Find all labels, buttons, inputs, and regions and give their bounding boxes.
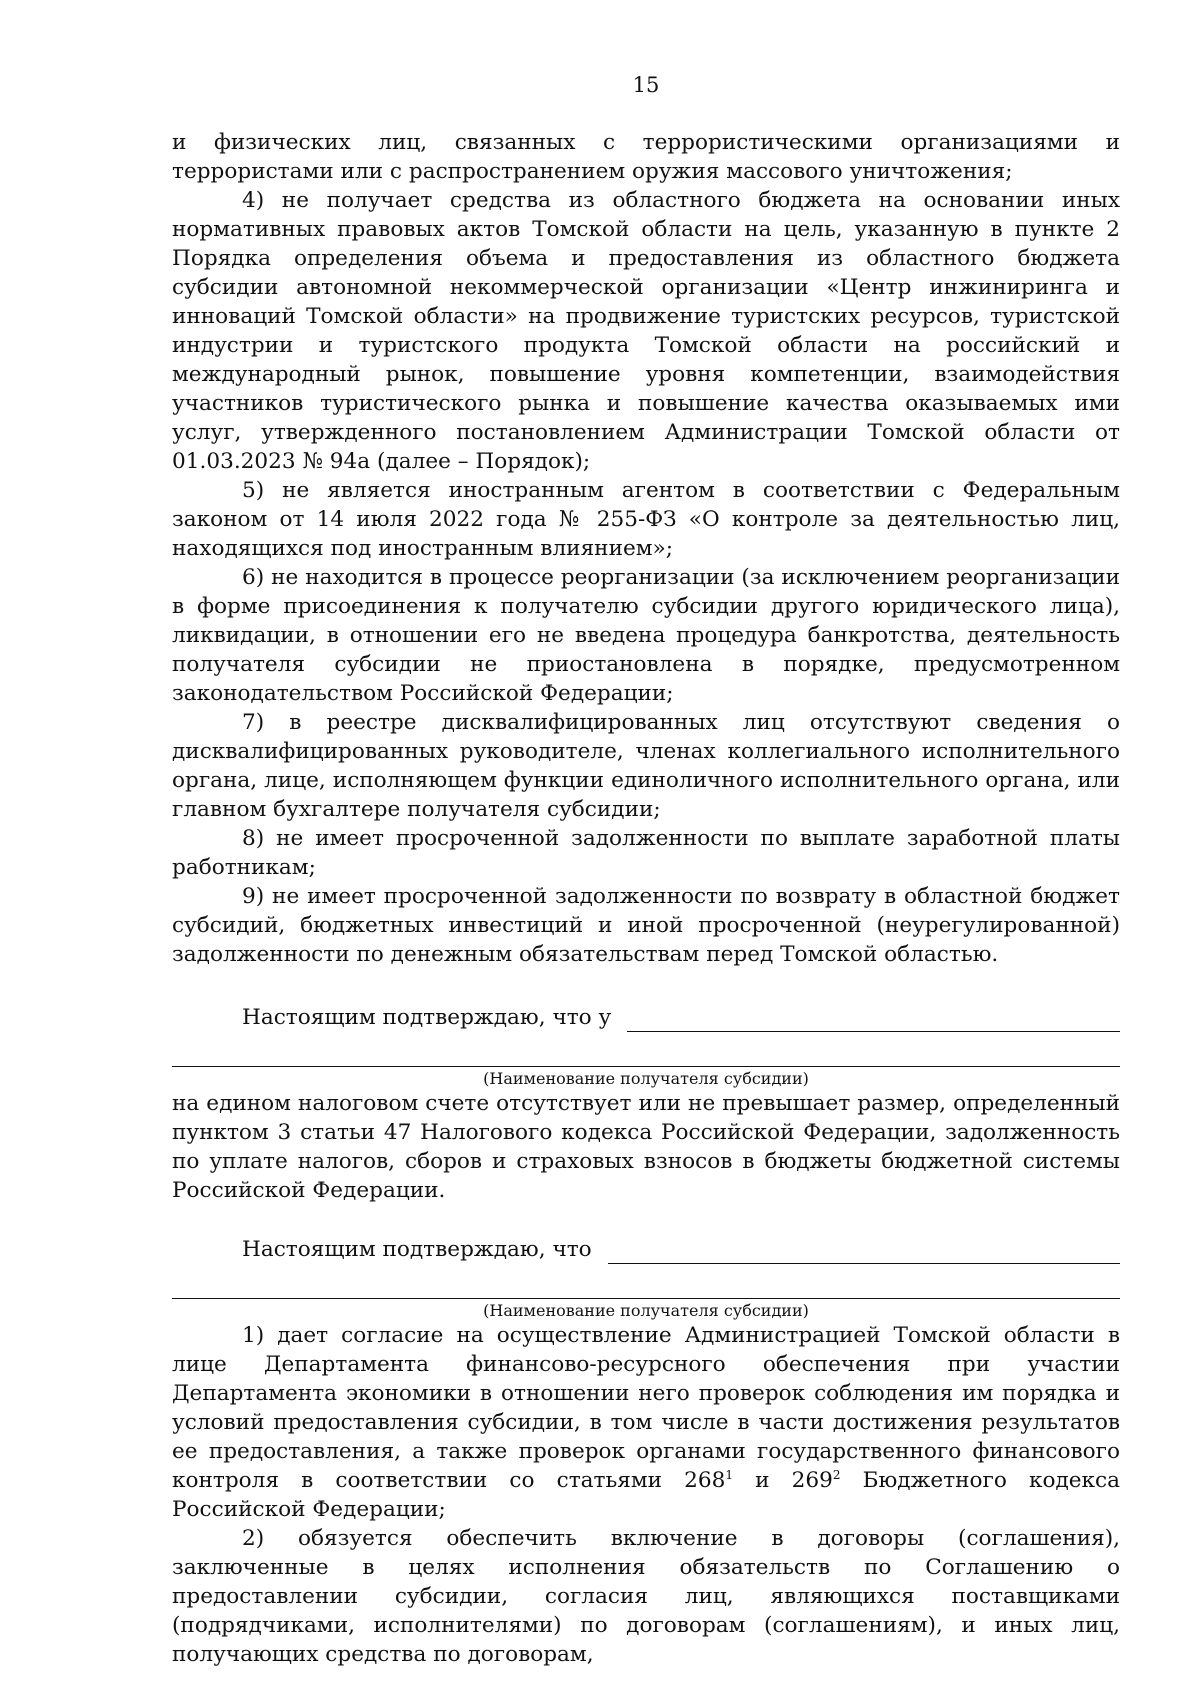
consent-item-1-end: Бюджетного кодекса Российской Федерации; xyxy=(172,1468,1121,1522)
document-page xyxy=(172,70,1120,1680)
paragraph-continuation: и физических лиц, связанных с террористическими организациями и террористами или с распространением оружия массового уничтожения; xyxy=(172,130,1120,184)
superscript-1: 1 xyxy=(725,1467,733,1482)
superscript-2: 2 xyxy=(832,1467,841,1482)
paragraph-item-4: 4) не получает средства из областного бюджета на основании иных нормативных правовых актов Томской области на цель, указанную в пункте 2 Порядка определения объема и предоставления из областного бюджета субсидии автономной некоммерческой организации «Центр инжиниринга и инноваций Томской области» на продвижение туристских ресурсов, туристской индустрии и туристского продукта Томской области на российский и международный рынок, повышение уровня компетенции, взаимодействия участников туристического рынка и повышение качества оказываемых ими услуг, утвержденного постановлением Администрации Томской области от 01.03.2023 № 94а (далее – Порядок); xyxy=(172,188,1120,474)
paragraph-item-8: 8) не имеет просроченной задолженности по выплате заработной платы работникам; xyxy=(172,826,1120,880)
confirm-line-1 xyxy=(172,1003,1120,1032)
consent-item-2: 2) обязуется обеспечить включение в договоры (соглашения), заключенные в целях исполнения обязательств по Соглашению о предоставлении субсидии, согласия лиц, являющихся поставщиками (подрядчиками, исполнителями) по договорам (соглашениям), и иных лиц, получающих средства по договорам, xyxy=(172,1526,1120,1667)
paragraph-item-7: 7) в реестре дисквалифицированных лиц отсутствуют сведения о дисквалифицированных руководителе, членах коллегиального исполнительного органа, лице, исполняющем функции единоличного исполнительного органа, или главном бухгалтере получателя субсидии; xyxy=(172,710,1120,822)
recipient-caption-2: (Наименование получателя субсидии) xyxy=(483,1301,809,1320)
paragraph-item-6: 6) не находится в процессе реорганизации (за исключением реорганизации в форме присоединения к получателю субсидии другого юридического лица), ликвидации, в отношении его не введена процедура банкротства, деятельность получателя субсидии не приостановлена в порядке, предусмотренном законодательством Российской Федерации; xyxy=(172,565,1120,706)
consent-item-1 xyxy=(172,1321,1120,1524)
tax-debt-statement: на едином налоговом счете отсутствует или не превышает размер, определенный пунктом 3 статьи 47 Налогового кодекса Российской Федерации, задолженность по уплате налогов, сборов и страховых взносов в бюджеты бюджетной системы Российской Федерации. xyxy=(172,1091,1120,1203)
consent-item-1-text: 1) дает согласие на осуществление Администрацией Томской области в лице Департамента финансово-ресурсного обеспечения при участии Департамента экономики в отношении него проверок соблюдения им порядка и условий предоставления субсидии, в том числе в части достижения результатов ее предоставления, а также проверок органами государственного финансового контроля в соответствии со статьями 268 xyxy=(172,1323,1120,1493)
recipient-name-blank-2-line2[interactable] xyxy=(172,1276,1120,1299)
consent-item-1-mid: и 269 xyxy=(733,1468,833,1493)
confirm-label-1: Настоящим подтверждаю, что у xyxy=(242,1005,612,1030)
confirm-line-2 xyxy=(172,1235,1120,1264)
recipient-caption-1: (Наименование получателя субсидии) xyxy=(483,1069,809,1088)
recipient-name-blank-2[interactable] xyxy=(608,1241,1120,1264)
recipient-name-blank-1-line2[interactable] xyxy=(172,1044,1120,1067)
paragraph-item-9: 9) не имеет просроченной задолженности по возврату в областной бюджет субсидий, бюджетных инвестиций и иной просроченной (неурегулированной) задолженности по денежным обязательствам перед Томской областью. xyxy=(172,884,1120,967)
recipient-name-blank-1[interactable] xyxy=(627,1009,1120,1032)
paragraph-item-5: 5) не является иностранным агентом в соответствии с Федеральным законом от 14 июля 2022 года № 255-ФЗ «О контроле за деятельностью лиц, находящихся под иностранным влиянием»; xyxy=(172,478,1120,561)
confirm-label-2: Настоящим подтверждаю, что xyxy=(242,1237,592,1262)
page-number: 15 xyxy=(632,73,660,97)
